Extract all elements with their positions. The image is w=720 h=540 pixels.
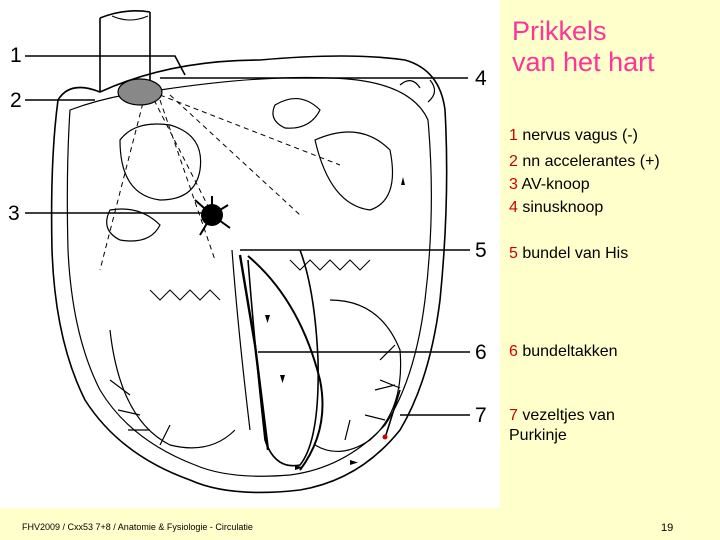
label-7: 7 — [475, 404, 487, 427]
legend-text: nn accelerantes (+) — [517, 153, 660, 170]
legend-item-7 — [509, 406, 659, 446]
legend-item-5 — [509, 244, 714, 264]
label-4: 4 — [475, 67, 487, 90]
legend-text: AV-knoop — [517, 176, 590, 193]
legend-number: 5 — [509, 245, 518, 262]
label-1: 1 — [10, 44, 22, 67]
legend-number: 6 — [509, 343, 518, 360]
legend-item-1 — [509, 126, 714, 146]
footer-text: FHV2009 / Cxx53 7+8 / Anatomie & Fysiologie - Circulatie — [22, 522, 253, 532]
legend-text: vezeltjes van Purkinje — [509, 407, 615, 444]
legend-number: 3 — [509, 176, 518, 193]
legend-text: bundel van His — [517, 245, 629, 262]
legend-item-4 — [509, 198, 714, 218]
legend-text: sinusknoop — [517, 199, 604, 216]
label-2: 2 — [10, 89, 22, 112]
slide-title — [512, 16, 655, 78]
label-6: 6 — [475, 341, 487, 364]
title-line-2: van het hart — [512, 47, 655, 77]
label-3: 3 — [8, 202, 20, 225]
legend-item-6 — [509, 342, 714, 362]
legend-text: nervus vagus (-) — [517, 127, 638, 144]
label-5: 5 — [475, 239, 487, 262]
legend-item-2 — [509, 152, 714, 172]
page-number: 19 — [661, 522, 674, 534]
legend-number: 4 — [509, 199, 518, 216]
legend-text: bundeltakken — [517, 343, 618, 360]
legend-number: 1 — [509, 127, 518, 144]
legend-item-3 — [509, 175, 714, 195]
legend-number: 2 — [509, 153, 518, 170]
title-line-1: Prikkels — [512, 16, 607, 46]
legend-number: 7 — [509, 407, 518, 424]
